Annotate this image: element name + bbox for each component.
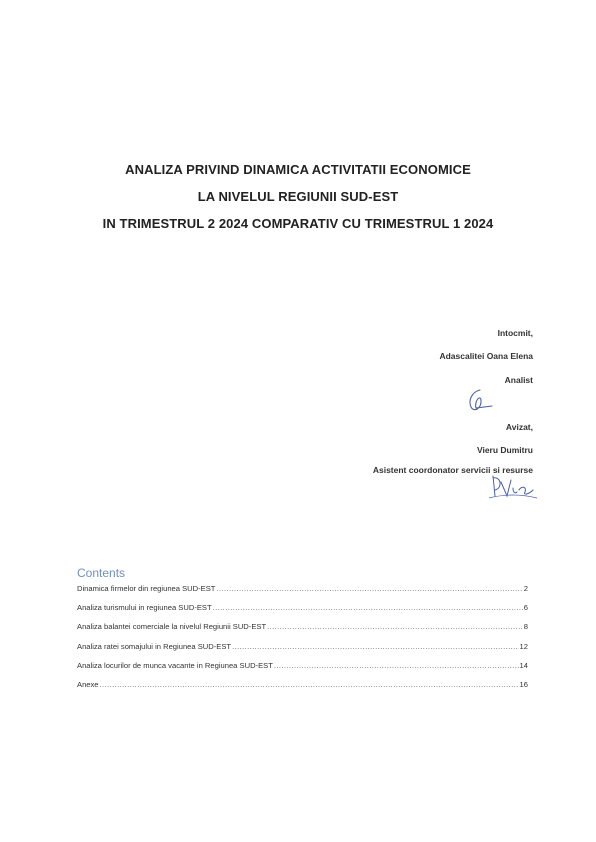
toc-entry-label: Anexe [77,679,99,689]
toc-entry-page: 16 [519,679,528,689]
toc-entry-label: Analiza locurilor de munca vacante in Regiunea SUD-EST [77,660,273,670]
toc-entry-page: 8 [523,622,528,632]
toc-leader-dots [216,584,522,593]
approved-name: Vieru Dumitru [476,445,533,455]
toc-entry[interactable] [77,642,528,661]
toc-entry[interactable] [77,622,528,641]
approved-role: Asistent coordonator servicii si resurse [372,465,533,475]
toc-leader-dots [232,642,518,651]
toc-entry[interactable] [77,661,528,680]
toc-entry-page: 14 [519,660,528,670]
toc-entry-page: 2 [523,584,528,593]
signature-block [273,328,533,508]
toc-entry[interactable] [77,584,528,603]
title-line-1: ANALIZA PRIVIND DINAMICA ACTIVITATII ECONOMICE [125,162,471,177]
prepared-role: Analist [504,375,533,385]
table-of-contents [77,566,528,699]
title-line-2: LA NIVELUL REGIUNII SUD-EST [197,189,399,204]
toc-heading: Contents [77,566,126,580]
toc-entry-page: 6 [523,603,528,613]
prepared-name: Adascalitei Oana Elena [439,351,533,361]
toc-leader-dots [267,622,523,631]
toc-entry-label: Dinamica firmelor din regiunea SUD-EST [77,584,216,593]
toc-entry-label: Analiza balantei comerciale la nivelul Regiunii SUD-EST [77,622,267,632]
approved-label: Avizat, [505,422,533,432]
toc-entry[interactable] [77,603,528,622]
document-title [0,163,596,231]
approved-signature [487,468,539,502]
prepared-label: Intocmit, [497,328,533,338]
title-line-3: IN TRIMESTRUL 2 2024 COMPARATIV CU TRIMESTRUL 1 2024 [102,216,494,231]
toc-entry-page: 12 [519,641,528,651]
toc-leader-dots [100,680,519,689]
toc-entry[interactable] [77,680,528,699]
toc-entry-label: Analiza turismului in regiunea SUD-EST [77,603,212,613]
toc-leader-dots [274,661,519,670]
toc-leader-dots [213,603,523,612]
toc-entry-label: Analiza ratei somajului in Regiunea SUD-EST [77,641,232,651]
prepared-signature [462,386,496,416]
